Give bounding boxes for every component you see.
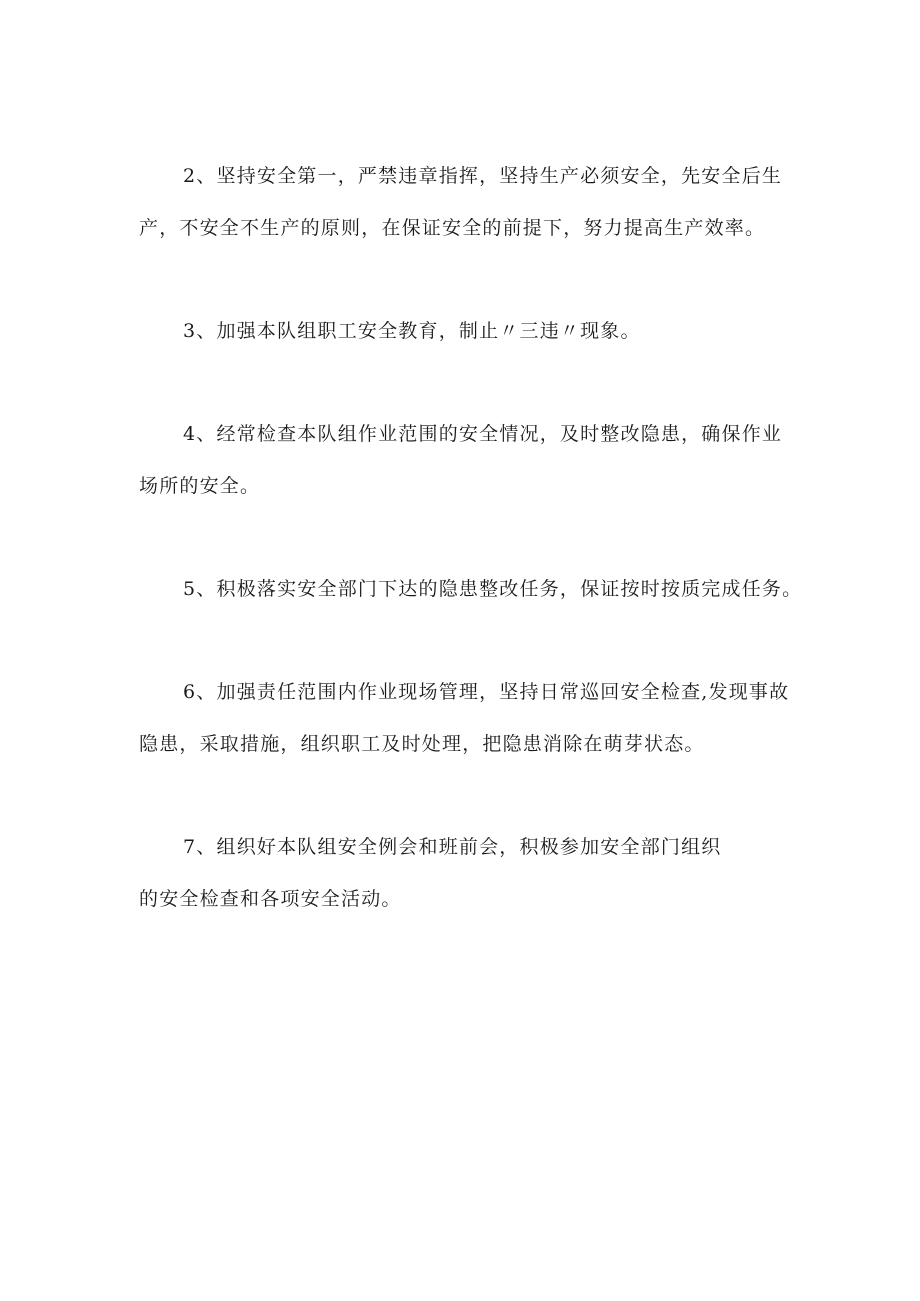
document-body — [139, 150, 803, 976]
paragraph-item-7 — [139, 821, 799, 925]
paragraph-line: 2、坚持安全第一，严禁违章指挥，坚持生产必须安全，先安全后生 — [183, 165, 783, 187]
paragraph-line: 7、组织好本队组安全例会和班前会，积极参加安全部门组织 — [183, 836, 722, 858]
paragraph-item-3 — [139, 305, 799, 357]
paragraph-line: 4、经常检查本队组作业范围的安全情况，及时整改隐患，确保作业 — [183, 423, 783, 445]
paragraph-item-6 — [139, 666, 799, 770]
paragraph-item-4 — [139, 408, 799, 512]
paragraph-line: 5、积极落实安全部门下达的隐患整改任务，保证按时按质完成任务。 — [183, 578, 803, 600]
paragraph-line: 场所的安全。 — [139, 475, 261, 497]
paragraph-line: 隐患，采取措施，组织职工及时处理，把隐患消除在萌芽状态。 — [139, 733, 705, 755]
paragraph-line: 产，不安全不生产的原则，在保证安全的前提下，努力提高生产效率。 — [139, 217, 766, 239]
paragraph-line: 3、加强本队组职工安全教育，制止〃三违〃现象。 — [183, 320, 641, 342]
paragraph-item-2 — [139, 150, 799, 254]
paragraph-line: 6、加强责任范围内作业现场管理，坚持日常巡回安全检查,发现事故 — [183, 681, 790, 703]
paragraph-line: 的安全检查和各项安全活动。 — [139, 888, 402, 910]
paragraph-item-5 — [139, 563, 803, 615]
